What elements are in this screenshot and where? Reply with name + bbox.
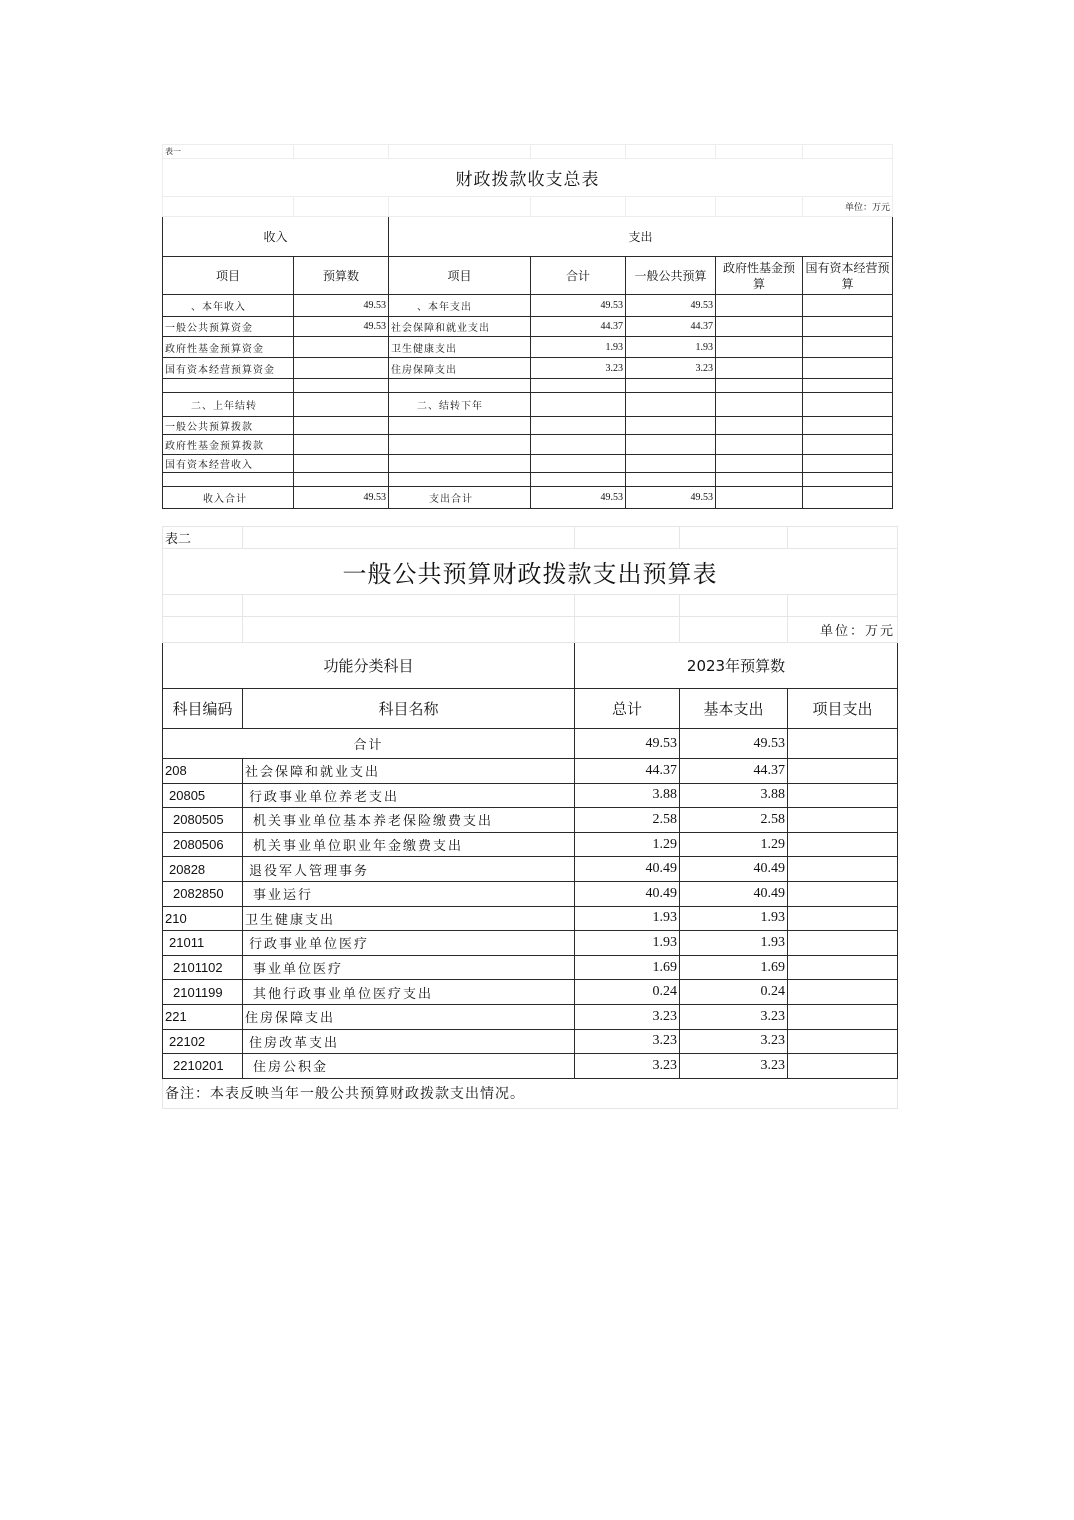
table1-title: 财政拨款收支总表 xyxy=(163,159,893,197)
table1-cell-expense-item: 社会保障和就业支出 xyxy=(389,317,531,337)
table1-cell-income-item xyxy=(163,473,294,487)
table1-row xyxy=(163,317,893,337)
table1-row xyxy=(163,393,893,417)
table1-cell-expense-total xyxy=(531,417,626,435)
table1-cell-general-budget: 49.53 xyxy=(626,295,716,317)
table1-cell-expense-total xyxy=(531,379,626,393)
table2-title: 一般公共预算财政拨款支出预算表 xyxy=(163,549,898,595)
table2-cell-project xyxy=(788,980,898,1005)
table2-cell-total: 40.49 xyxy=(575,881,680,906)
table2-cell-code: 208 xyxy=(163,759,243,784)
table1-cell-gov-fund-budget xyxy=(716,487,803,509)
table1-cell-expense-item xyxy=(389,379,531,393)
col-expense-item: 项目 xyxy=(389,257,531,295)
table1-cell-state-capital-budget xyxy=(803,393,893,417)
table2-cell-name: 其他行政事业单位医疗支出 xyxy=(243,980,575,1005)
table2-cell-project xyxy=(788,1004,898,1029)
table2-cell-total: 1.93 xyxy=(575,906,680,931)
table2-cell-name: 住房保障支出 xyxy=(243,1004,575,1029)
table2-cell-code: 2082850 xyxy=(163,881,243,906)
table1-cell-state-capital-budget xyxy=(803,473,893,487)
table1-cell-income-budget xyxy=(294,417,389,435)
table2-cell-code: 2101102 xyxy=(163,955,243,980)
table1-body xyxy=(163,295,893,509)
table1-cell-expense-total xyxy=(531,435,626,455)
table1-cell-expense-total: 1.93 xyxy=(531,337,626,358)
table1-row xyxy=(163,295,893,317)
table1-cell-expense-item xyxy=(389,455,531,473)
table2-cell-code: 221 xyxy=(163,1004,243,1029)
table2-row xyxy=(163,783,898,808)
col-gov-fund-budget: 政府性基金预算 xyxy=(716,257,803,295)
table1-cell-expense-total xyxy=(531,473,626,487)
table2-cell-basic: 2.58 xyxy=(680,808,788,833)
table2-row xyxy=(163,931,898,956)
income-header: 收入 xyxy=(163,217,389,257)
table2-cell-name: 事业运行 xyxy=(243,881,575,906)
table2-cell-total: 2.58 xyxy=(575,808,680,833)
table2-cell-total: 40.49 xyxy=(575,857,680,882)
table2-cell-basic: 3.88 xyxy=(680,783,788,808)
table2-cell-total: 0.24 xyxy=(575,980,680,1005)
col-income-budget: 预算数 xyxy=(294,257,389,295)
table1-cell-gov-fund-budget xyxy=(716,317,803,337)
table2-row xyxy=(163,857,898,882)
table1-cell-income-budget: 49.53 xyxy=(294,487,389,509)
table2-cell-total: 1.69 xyxy=(575,955,680,980)
functional-class-header: 功能分类科目 xyxy=(163,643,575,689)
table2-cell-code: 2210201 xyxy=(163,1054,243,1079)
total-row-total: 49.53 xyxy=(575,729,680,759)
col-income-item: 项目 xyxy=(163,257,294,295)
table1-cell-state-capital-budget xyxy=(803,337,893,358)
table2-cell-name: 退役军人管理事务 xyxy=(243,857,575,882)
table1-cell-general-budget: 3.23 xyxy=(626,358,716,379)
table2-cell-name: 社会保障和就业支出 xyxy=(243,759,575,784)
table1-cell-income-item: 、本年收入 xyxy=(163,295,294,317)
table2-cell-project xyxy=(788,857,898,882)
table1-cell-income-item: 国有资本经营预算资金 xyxy=(163,358,294,379)
table1-cell-income-budget xyxy=(294,379,389,393)
table2-cell-total: 1.93 xyxy=(575,931,680,956)
table1-cell-gov-fund-budget xyxy=(716,393,803,417)
table1-cell-state-capital-budget xyxy=(803,487,893,509)
table1-cell-general-budget xyxy=(626,393,716,417)
table2-cell-total: 3.88 xyxy=(575,783,680,808)
table2-cell-project xyxy=(788,955,898,980)
table2-cell-project xyxy=(788,832,898,857)
table2-cell-basic: 3.23 xyxy=(680,1054,788,1079)
table2-cell-project xyxy=(788,1029,898,1054)
table2-cell-basic: 1.69 xyxy=(680,955,788,980)
table1-cell-general-budget xyxy=(626,455,716,473)
col-subject-name: 科目名称 xyxy=(243,689,575,729)
table1-unit: 单位：万元 xyxy=(803,197,893,217)
table1-cell-expense-total: 49.53 xyxy=(531,487,626,509)
col-general-budget: 一般公共预算 xyxy=(626,257,716,295)
table2-cell-basic: 1.29 xyxy=(680,832,788,857)
table2-row xyxy=(163,832,898,857)
table1-cell-general-budget: 44.37 xyxy=(626,317,716,337)
table2-cell-basic: 1.93 xyxy=(680,906,788,931)
table2-cell-basic: 44.37 xyxy=(680,759,788,784)
table1-cell-income-budget xyxy=(294,455,389,473)
table1-cell-expense-total xyxy=(531,455,626,473)
total-row-basic: 49.53 xyxy=(680,729,788,759)
table1-cell-income-item xyxy=(163,379,294,393)
table2-cell-project xyxy=(788,808,898,833)
table1-cell-general-budget xyxy=(626,379,716,393)
table1-cell-general-budget xyxy=(626,473,716,487)
table1-cell-gov-fund-budget xyxy=(716,417,803,435)
table2-cell-project xyxy=(788,906,898,931)
table1-cell-state-capital-budget xyxy=(803,435,893,455)
table2-note: 备注：本表反映当年一般公共预算财政拨款支出情况。 xyxy=(163,1078,898,1108)
table2-cell-total: 3.23 xyxy=(575,1029,680,1054)
table1-cell-income-budget: 49.53 xyxy=(294,317,389,337)
total-row-project xyxy=(788,729,898,759)
table2-cell-code: 20828 xyxy=(163,857,243,882)
expense-header: 支出 xyxy=(389,217,893,257)
table1-row xyxy=(163,455,893,473)
table1-cell-gov-fund-budget xyxy=(716,337,803,358)
table2-cell-name: 机关事业单位基本养老保险缴费支出 xyxy=(243,808,575,833)
col-basic-expense: 基本支出 xyxy=(680,689,788,729)
table1-cell-expense-item: 卫生健康支出 xyxy=(389,337,531,358)
table1-cell-income-item: 一般公共预算拨款 xyxy=(163,417,294,435)
table2-row xyxy=(163,906,898,931)
table1-cell-gov-fund-budget xyxy=(716,435,803,455)
table1-cell-expense-item xyxy=(389,417,531,435)
table1-tag: 表一 xyxy=(163,145,294,159)
table2-row xyxy=(163,1004,898,1029)
table1-cell-expense-total: 3.23 xyxy=(531,358,626,379)
table2-row xyxy=(163,808,898,833)
table2-unit: 单位：万元 xyxy=(788,617,898,643)
table1-cell-general-budget: 49.53 xyxy=(626,487,716,509)
table1-row xyxy=(163,487,893,509)
table2-row xyxy=(163,955,898,980)
table1-cell-income-item: 国有资本经营收入 xyxy=(163,455,294,473)
table1-cell-state-capital-budget xyxy=(803,317,893,337)
table2-cell-project xyxy=(788,881,898,906)
table1-cell-general-budget: 1.93 xyxy=(626,337,716,358)
total-row-label: 合计 xyxy=(163,729,575,759)
table2-cell-basic: 40.49 xyxy=(680,881,788,906)
table2-row xyxy=(163,1054,898,1079)
table1-row xyxy=(163,337,893,358)
table2-cell-basic: 40.49 xyxy=(680,857,788,882)
table2-cell-name: 事业单位医疗 xyxy=(243,955,575,980)
general-budget-expense-table xyxy=(162,526,898,1109)
table1-cell-expense-total xyxy=(531,393,626,417)
table2-cell-code: 2101199 xyxy=(163,980,243,1005)
table1-cell-expense-item: 支出合计 xyxy=(389,487,531,509)
table1-cell-income-item: 一般公共预算资金 xyxy=(163,317,294,337)
table2-cell-project xyxy=(788,931,898,956)
table1-cell-expense-total: 44.37 xyxy=(531,317,626,337)
table1-cell-income-item: 政府性基金预算资金 xyxy=(163,337,294,358)
table1-cell-expense-item: 住房保障支出 xyxy=(389,358,531,379)
table2-cell-code: 2080506 xyxy=(163,832,243,857)
budget-year-header: 2023年预算数 xyxy=(575,643,898,689)
table2-cell-basic: 3.23 xyxy=(680,1029,788,1054)
table2-cell-code: 22102 xyxy=(163,1029,243,1054)
table1-row xyxy=(163,473,893,487)
table2-tag: 表二 xyxy=(163,527,243,549)
table1-cell-state-capital-budget xyxy=(803,358,893,379)
table1-cell-gov-fund-budget xyxy=(716,455,803,473)
table1-row xyxy=(163,379,893,393)
table2-cell-basic: 1.93 xyxy=(680,931,788,956)
table1-cell-expense-item xyxy=(389,435,531,455)
col-expense-total: 合计 xyxy=(531,257,626,295)
table1-cell-general-budget xyxy=(626,435,716,455)
table2-cell-code: 20805 xyxy=(163,783,243,808)
table2-cell-project xyxy=(788,783,898,808)
table1-cell-gov-fund-budget xyxy=(716,358,803,379)
table2-cell-name: 住房公积金 xyxy=(243,1054,575,1079)
table2-cell-code: 21011 xyxy=(163,931,243,956)
table1-cell-income-item: 二、上年结转 xyxy=(163,393,294,417)
table1-row xyxy=(163,417,893,435)
table1-cell-expense-item: 二、结转下年 xyxy=(389,393,531,417)
table2-row xyxy=(163,980,898,1005)
table1-cell-income-budget xyxy=(294,435,389,455)
table1-cell-income-budget xyxy=(294,358,389,379)
table1-cell-state-capital-budget xyxy=(803,455,893,473)
table2-row xyxy=(163,881,898,906)
table2-cell-total: 3.23 xyxy=(575,1054,680,1079)
table2-cell-name: 住房改革支出 xyxy=(243,1029,575,1054)
table1-cell-gov-fund-budget xyxy=(716,295,803,317)
col-project-expense: 项目支出 xyxy=(788,689,898,729)
table2-cell-code: 2080505 xyxy=(163,808,243,833)
table1-cell-gov-fund-budget xyxy=(716,379,803,393)
table2-row xyxy=(163,759,898,784)
table1-cell-state-capital-budget xyxy=(803,379,893,393)
table1-row xyxy=(163,435,893,455)
table2-cell-name: 行政事业单位医疗 xyxy=(243,931,575,956)
table2-body xyxy=(163,759,898,1079)
table1-cell-income-item: 收入合计 xyxy=(163,487,294,509)
table1-cell-expense-item: 、本年支出 xyxy=(389,295,531,317)
table1-cell-expense-total: 49.53 xyxy=(531,295,626,317)
table2-cell-total: 44.37 xyxy=(575,759,680,784)
table1-cell-income-item: 政府性基金预算拨款 xyxy=(163,435,294,455)
table2-cell-name: 卫生健康支出 xyxy=(243,906,575,931)
col-state-capital-budget: 国有资本经营预算 xyxy=(803,257,893,295)
table2-cell-code: 210 xyxy=(163,906,243,931)
table1-cell-income-budget xyxy=(294,393,389,417)
table1-cell-expense-item xyxy=(389,473,531,487)
table1-cell-state-capital-budget xyxy=(803,417,893,435)
table1-cell-income-budget xyxy=(294,473,389,487)
table2-cell-name: 机关事业单位职业年金缴费支出 xyxy=(243,832,575,857)
table1-cell-income-budget: 49.53 xyxy=(294,295,389,317)
table2-cell-total: 1.29 xyxy=(575,832,680,857)
table2-cell-total: 3.23 xyxy=(575,1004,680,1029)
table1-row xyxy=(163,358,893,379)
col-total: 总计 xyxy=(575,689,680,729)
table2-cell-project xyxy=(788,1054,898,1079)
table2-cell-name: 行政事业单位养老支出 xyxy=(243,783,575,808)
table1-cell-gov-fund-budget xyxy=(716,473,803,487)
table2-cell-project xyxy=(788,759,898,784)
table1-cell-state-capital-budget xyxy=(803,295,893,317)
table1-cell-income-budget xyxy=(294,337,389,358)
table2-row xyxy=(163,1029,898,1054)
table1-cell-general-budget xyxy=(626,417,716,435)
fiscal-summary-table xyxy=(162,144,893,509)
col-subject-code: 科目编码 xyxy=(163,689,243,729)
table2-cell-basic: 3.23 xyxy=(680,1004,788,1029)
table2-cell-basic: 0.24 xyxy=(680,980,788,1005)
